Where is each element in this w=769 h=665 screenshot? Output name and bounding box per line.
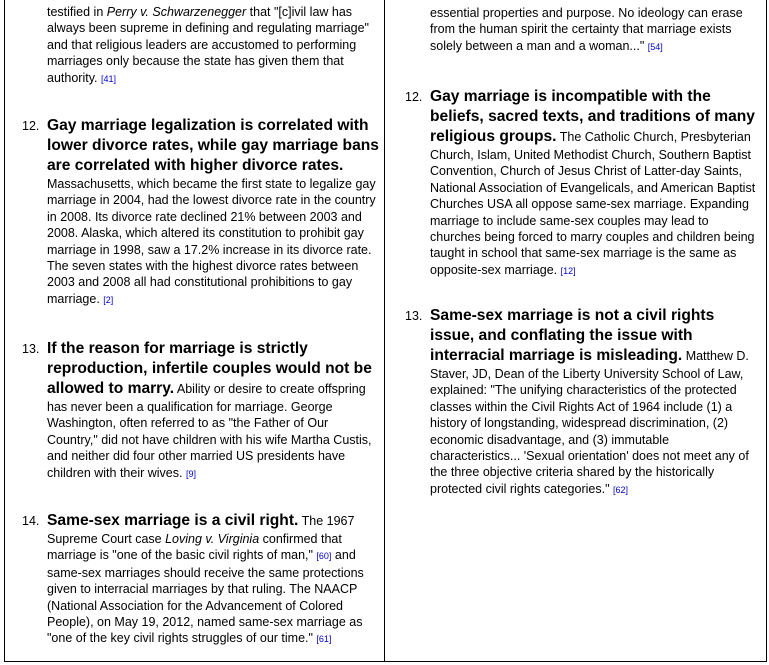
case-name: Loving v. Virginia — [165, 532, 260, 546]
reference-link[interactable]: [61] — [316, 634, 332, 645]
item-text: The 1967 Supreme Court case — [47, 514, 355, 546]
reference-link[interactable]: [60] — [316, 551, 332, 562]
item-body — [47, 116, 382, 308]
item-text: The Catholic Church, Presbyterian Church, Islam, United Methodist Church, Southern Baptist Convention, Church of Jesus Christ of Latter-day Saints, National Association of Evangelicals, and American Baptist Churches USA all oppose same-sex marriage. Expanding marriage to include same-sex couples may lead to churches being forced to marry couples and children being taught in school that same-sex marriage is the same as opposite-sex marriage. — [430, 130, 756, 277]
item-heading: Same-sex marriage is a civil right. — [47, 512, 299, 529]
item-body — [47, 339, 382, 482]
item-heading: Same-sex marriage is not a civil rights issue, and conflating the issue with interracial marriage is misleading. — [430, 307, 715, 364]
item-number: 13. — [22, 342, 40, 356]
list-item — [390, 87, 762, 279]
item-heading: Gay marriage is incompatible with the beliefs, sacred texts, and traditions of many religious groups. — [430, 88, 755, 145]
item-body — [430, 87, 762, 279]
item-heading: Gay marriage legalization is correlated with lower divorce rates, while gay marriage bans are correlated with higher divorce rates. — [47, 117, 379, 174]
item-text: Massachusetts, which became the first state to legalize gay marriage in 2004, had the lowest divorce rate in the country in 2008. Its divorce rate declined 21% between 2003 and 2008. Alaska, which altered its constitution to prohibit gay marriage in 1998, saw a 17.2% increase in its divorce rate. The seven states with the highest divorce rates between 2003 and 2008 all had constitutional prohibitions to gay marriage. — [47, 177, 376, 306]
reference-link[interactable]: [62] — [613, 484, 629, 495]
list-item — [390, 306, 762, 498]
right-intro-text — [390, 5, 760, 55]
intro-text-pre: testified in — [47, 5, 107, 19]
item-number: 14. — [22, 514, 40, 528]
item-text: and same-sex marriages should receive the same protections given to interracial marriages by that ruling. The NAACP (National Association for the Advancement of Colored People), on May 19, 2012, named same-sex marriage as "one of the key civil rights struggles of our time." — [47, 548, 364, 646]
item-number: 12. — [405, 90, 423, 104]
intro-text: essential properties and purpose. No ideology can erase from the human spirit the certainty that marriage exists solely between a man and a woman..." — [430, 6, 743, 53]
list-item — [10, 511, 382, 648]
right-intro — [390, 5, 762, 55]
item-text: Matthew D. Staver, JD, Dean of the Liberty University School of Law, explained: "The unifying characteristics of the protected classes within the Civil Rights Act of 1964 include (1) a history of longstanding, widespread discrimination, (2) economic disadvantage, and (3) immutable characteristics... 'Sexual orientation' does not meet any of the three objective criteria shared by the historically protected civil rights categories." — [430, 349, 749, 496]
list-item — [10, 116, 382, 308]
item-text: Ability or desire to create offspring has never been a qualification for marriage. George Washington, often referred to as "the Father of Our Country," did not have children with his wife Martha Custis, and neither did four other married US presidents have children with their wives. — [47, 382, 372, 480]
reference-link[interactable]: [12] — [560, 265, 576, 276]
item-text: confirmed that marriage is "one of the basic civil rights of man," — [47, 532, 342, 563]
reference-link[interactable]: [9] — [185, 468, 196, 479]
intro-text-post: that "[c]ivil law has always been supreme in defining and regulating marriage" and that religious leaders are accustomed to performing marriages only because the state has given them that authority. — [47, 5, 369, 85]
item-number: 12. — [22, 119, 40, 133]
left-intro — [10, 4, 382, 87]
item-heading: If the reason for marriage is strictly reproduction, infertile couples would not be allowed to marry. — [47, 340, 372, 397]
column-divider — [384, 0, 385, 661]
item-body — [47, 511, 382, 648]
case-name: Perry v. Schwarzenegger — [106, 5, 247, 19]
reference-link[interactable]: [2] — [103, 294, 114, 305]
item-body — [430, 306, 760, 498]
reference-link[interactable]: [54] — [647, 41, 663, 52]
left-intro-text — [10, 4, 382, 87]
reference-link[interactable]: [41] — [100, 73, 116, 84]
item-number: 13. — [405, 309, 423, 323]
list-item — [10, 339, 382, 482]
